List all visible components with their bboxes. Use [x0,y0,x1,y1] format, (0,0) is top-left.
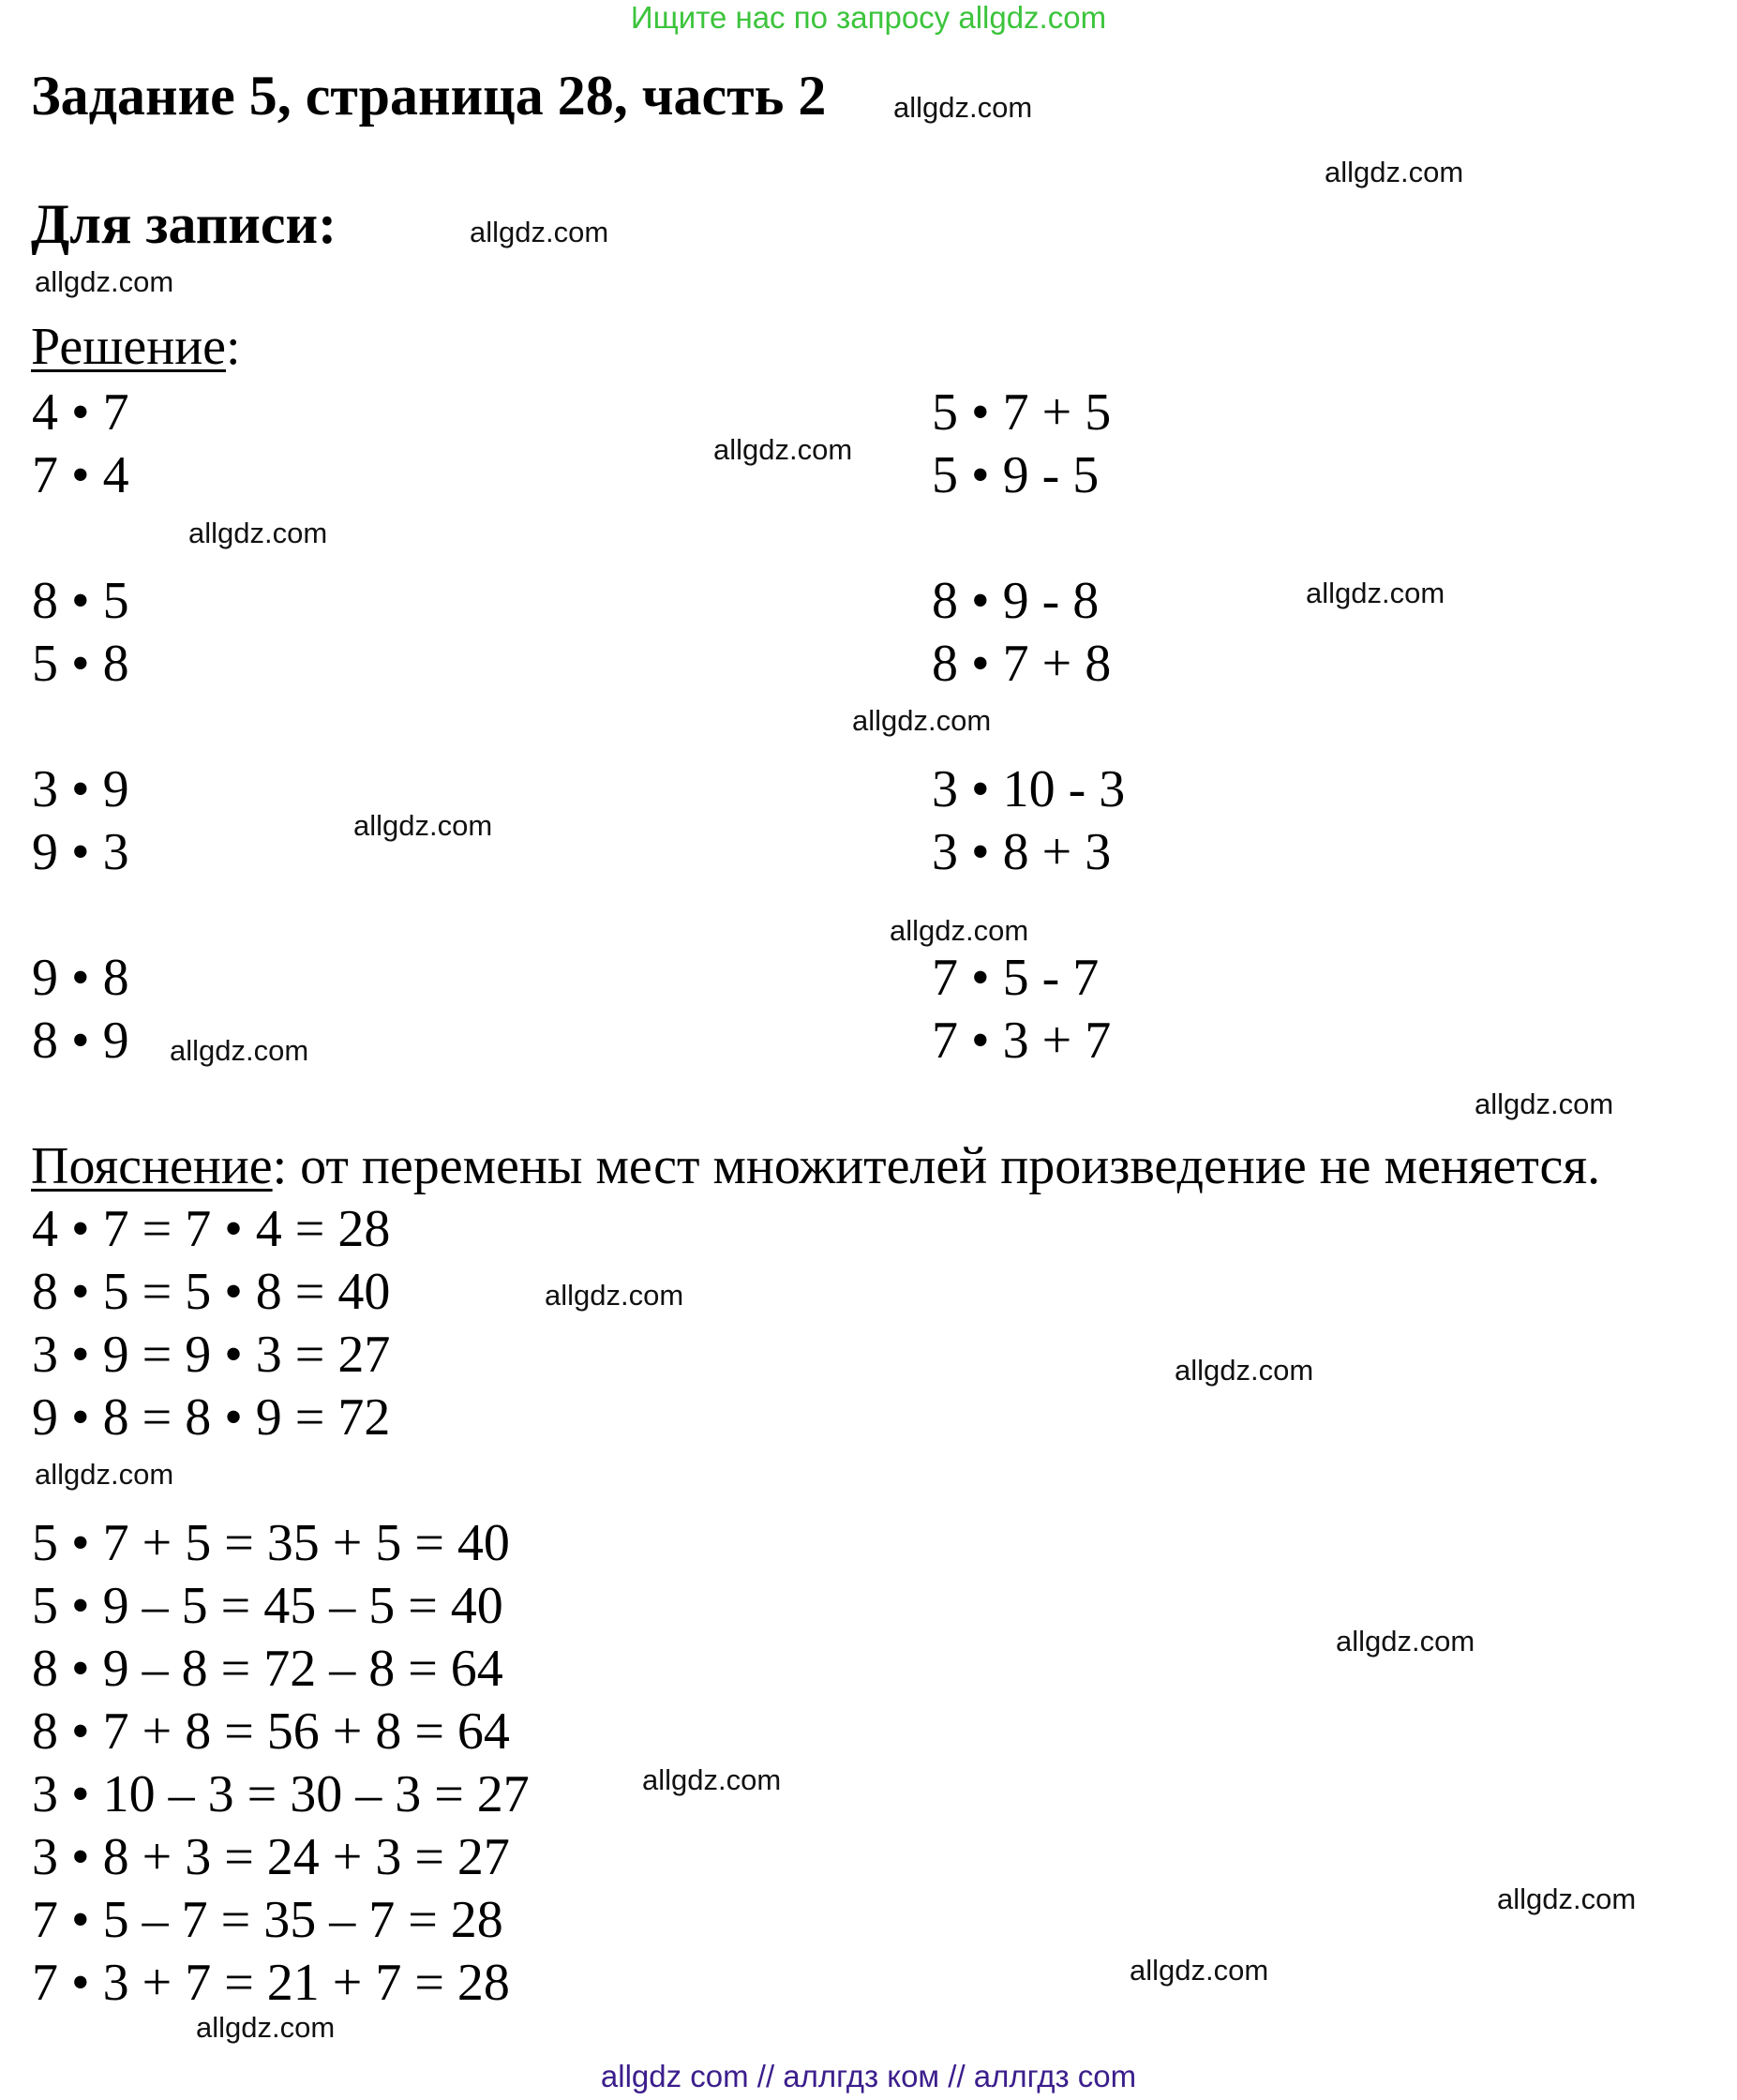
watermark: allgdz.com [1175,1354,1314,1387]
equality-line: 9 • 8 = 8 • 9 = 72 [32,1388,391,1447]
calculation-line: 5 • 9 – 5 = 45 – 5 = 40 [32,1577,503,1635]
watermark: allgdz.com [642,1763,782,1796]
task-title: Задание 5, страница 28, часть 2 [31,65,827,127]
left-expression: 8 • 9 [32,1012,129,1070]
calculation-line: 7 • 5 – 7 = 35 – 7 = 28 [32,1891,503,1949]
watermark: allgdz.com [545,1279,684,1312]
left-expression: 5 • 8 [32,635,129,693]
solution-heading [31,317,241,377]
record-title: Для записи: [31,193,337,255]
watermark: allgdz.com [1475,1088,1614,1120]
watermark: allgdz.com [35,1458,174,1491]
calculation-line: 8 • 7 + 8 = 56 + 8 = 64 [32,1702,510,1761]
watermark: allgdz.com [470,216,609,248]
calculation-line: 5 • 7 + 5 = 35 + 5 = 40 [32,1514,510,1572]
watermark: allgdz.com [1325,156,1464,188]
right-expression: 3 • 8 + 3 [932,823,1112,881]
right-expression: 8 • 9 - 8 [932,572,1100,630]
watermark: allgdz.com [188,517,328,549]
watermark: allgdz.com [353,809,493,842]
right-expression: 7 • 5 - 7 [932,949,1100,1007]
watermark: allgdz.com [170,1034,309,1067]
equality-line: 4 • 7 = 7 • 4 = 28 [32,1200,391,1258]
watermark: allgdz.com [713,433,853,466]
watermark: allgdz.com [890,914,1029,947]
explanation-text: : от перемены мест множителей произведение не меняется. [272,1137,1601,1195]
watermark: allgdz.com [852,704,992,737]
solution-colon: : [226,318,241,376]
watermark: allgdz.com [1497,1882,1637,1915]
right-expression: 8 • 7 + 8 [932,635,1112,693]
right-expression: 3 • 10 - 3 [932,760,1126,818]
calculation-line: 8 • 9 – 8 = 72 – 8 = 64 [32,1640,503,1698]
calculation-line: 7 • 3 + 7 = 21 + 7 = 28 [32,1954,510,2012]
watermark: allgdz.com [35,265,174,298]
right-expression: 7 • 3 + 7 [932,1012,1112,1070]
left-expression: 9 • 3 [32,823,129,881]
watermark: allgdz.com [1306,577,1445,609]
equality-line: 8 • 5 = 5 • 8 = 40 [32,1263,391,1321]
right-expression: 5 • 7 + 5 [932,383,1112,442]
right-expression: 5 • 9 - 5 [932,446,1100,504]
explanation-label: Пояснение [31,1137,273,1195]
left-expression: 3 • 9 [32,760,129,818]
left-expression: 9 • 8 [32,949,129,1007]
equality-line: 3 • 9 = 9 • 3 = 27 [32,1326,391,1384]
left-expression: 7 • 4 [32,446,129,504]
watermark: allgdz.com [893,91,1033,124]
left-expression: 8 • 5 [32,572,129,630]
watermark: allgdz.com [1130,1954,1269,1987]
watermark: allgdz.com [196,2011,336,2044]
footer-links[interactable]: allgdz com // аллгдз ком // аллгдз com [600,2059,1137,2093]
watermark: allgdz.com [1336,1625,1475,1658]
top-banner[interactable]: Ищите нас по запросу allgdz.com [630,0,1107,35]
solution-label: Решение [31,318,227,376]
calculation-line: 3 • 10 – 3 = 30 – 3 = 27 [32,1765,530,1823]
explanation [31,1136,1600,1196]
left-expression: 4 • 7 [32,383,129,442]
calculation-line: 3 • 8 + 3 = 24 + 3 = 27 [32,1828,510,1886]
